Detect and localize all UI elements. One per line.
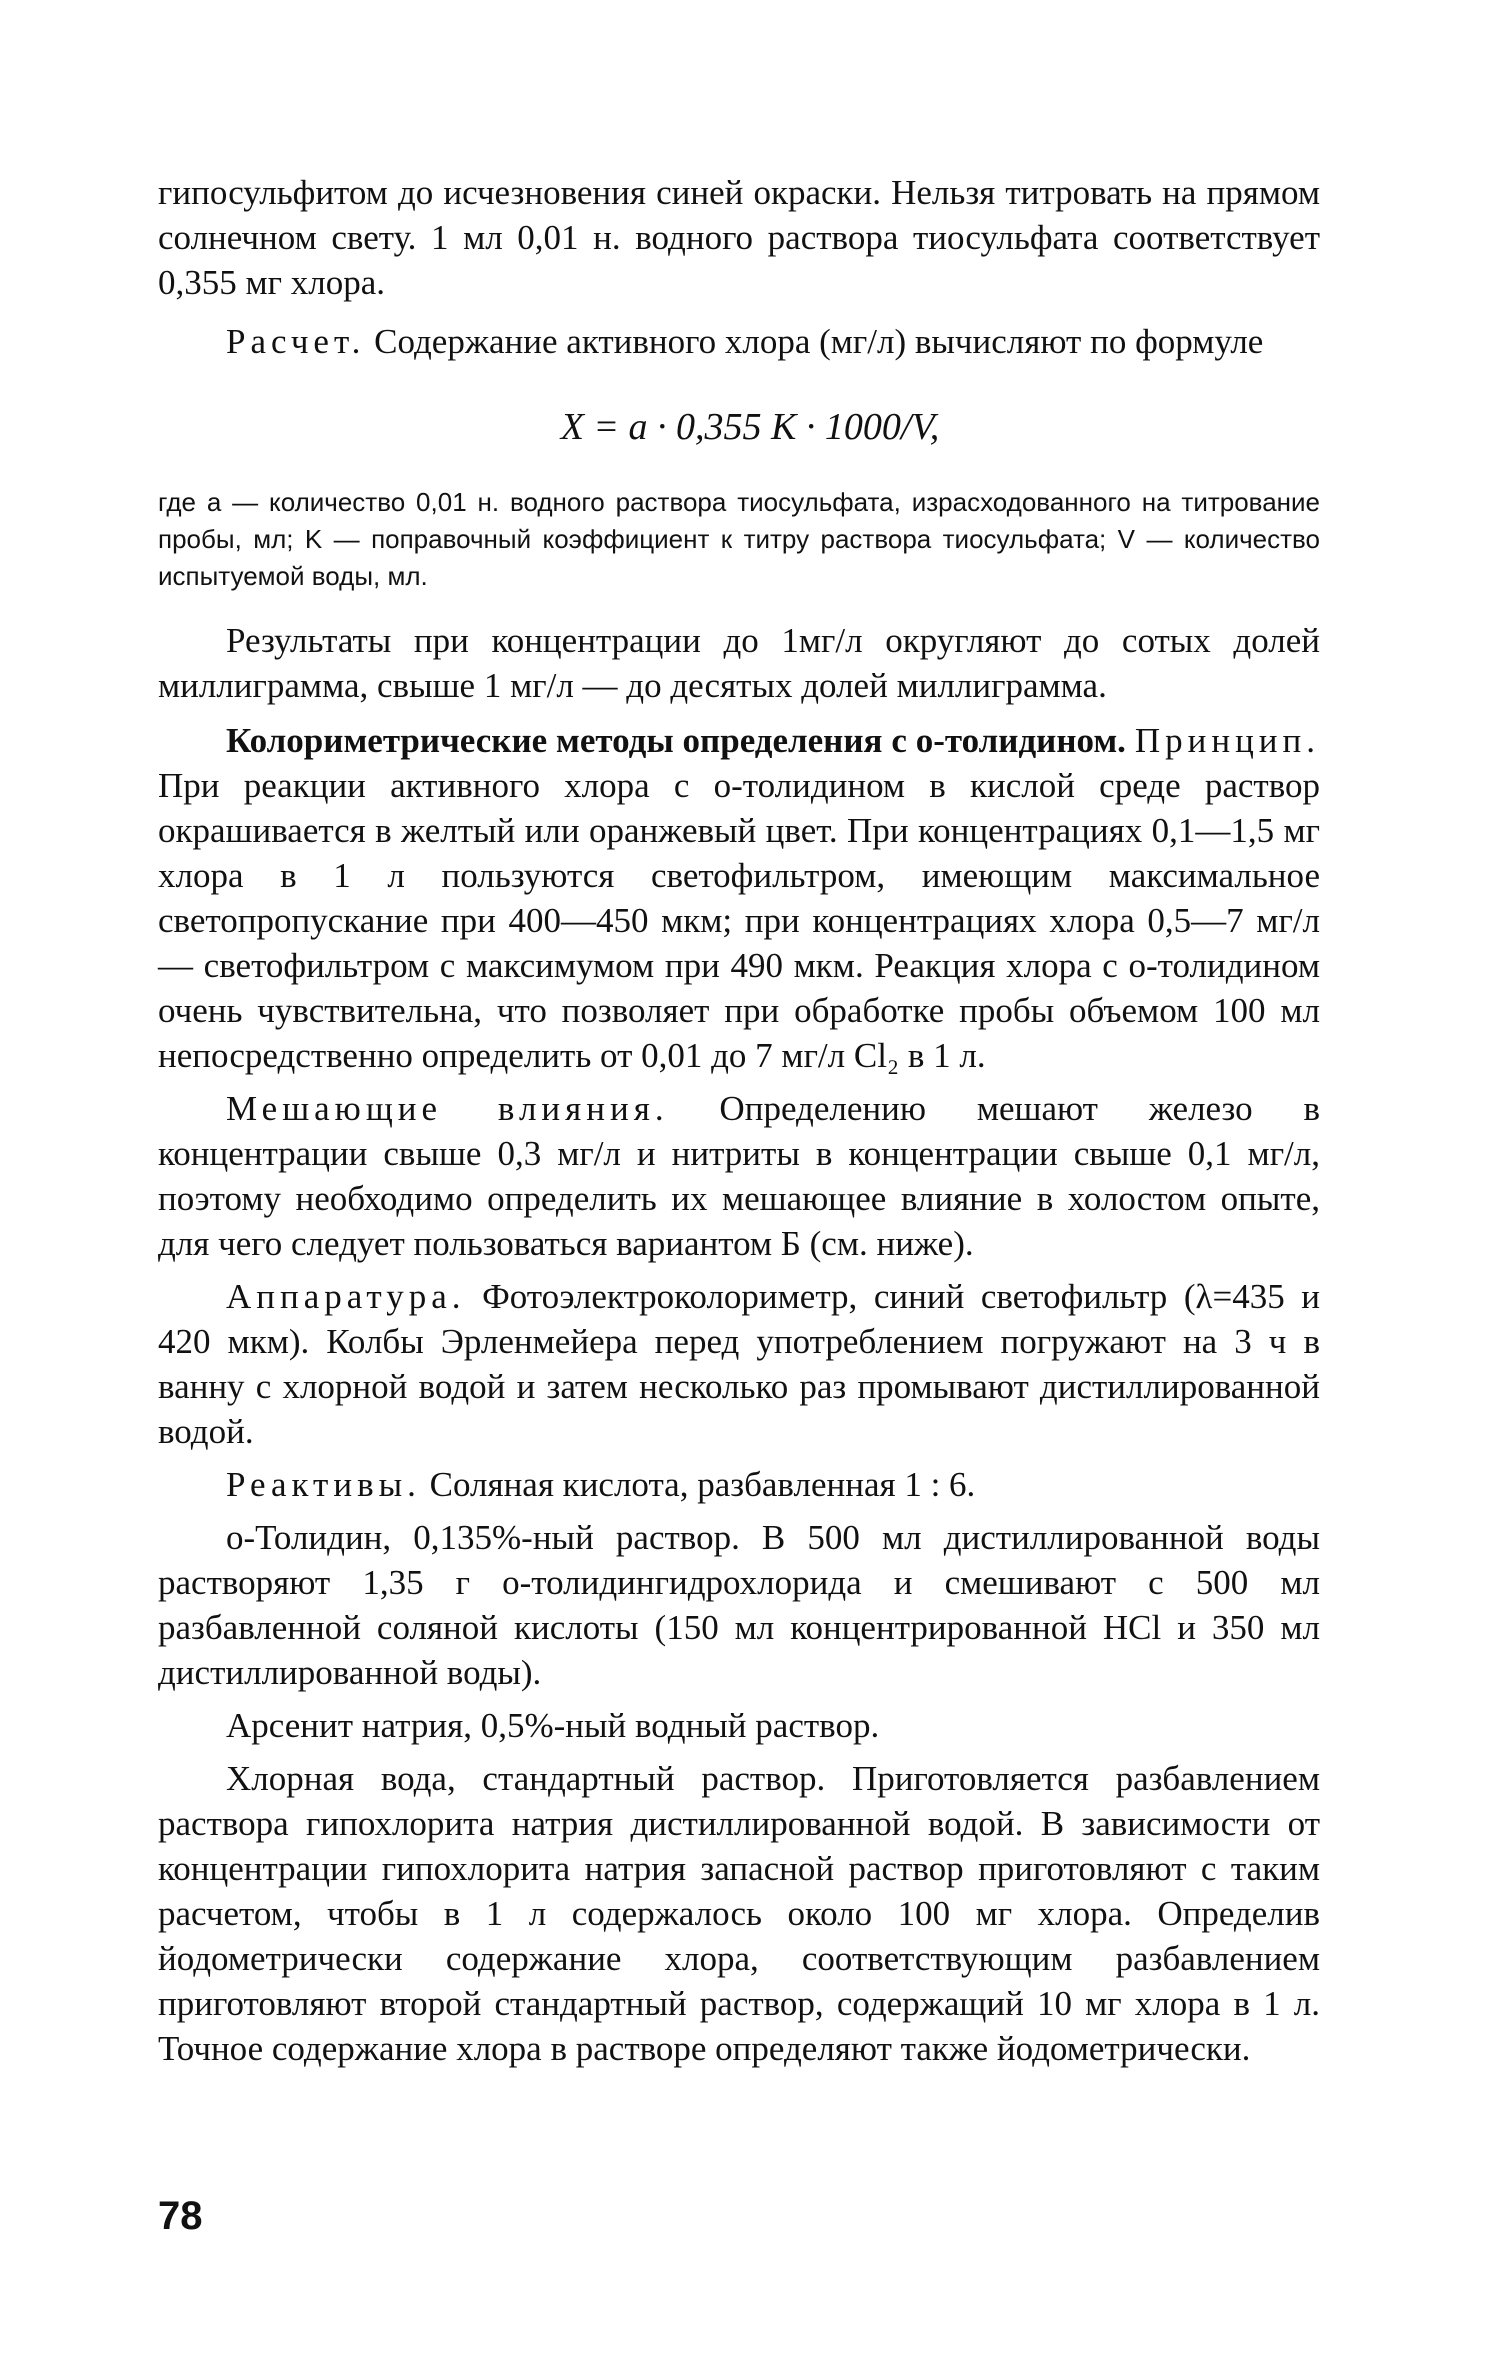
intro-text: гипосульфитом до исчезновения синей окраски. Нельзя титровать на прямом солнечном свету. 1 мл 0,01 н. водного раствора тиосульфата соответствует 0,355 мг хлора. [158,173,1320,302]
calculation-label: Расчет. [226,322,366,361]
reagents-label: Реактивы. [226,1465,421,1504]
apparatus-text: Фотоэлектроколориметр, синий светофильтр (λ=435 и 420 мкм). Колбы Эрленмейера перед употреблением погружают на 3 ч в ванну с хлорной водой и затем несколько раз промывают дистиллированной водой. [158,1277,1320,1451]
reagents-text: Соляная кислота, разбавленная 1 : 6. [420,1465,976,1504]
colorimetric-title: Колориметрические методы определения с о-толидином. [226,721,1126,760]
results-paragraph: Результаты при концентрации до 1мг/л округляют до сотых долей миллиграмма, свыше 1 мг/л — до десятых долей миллиграмма. [158,621,1320,705]
apparatus-paragraph [158,1274,1320,1454]
main-body [158,618,1320,2071]
arsenite-paragraph: Арсенит натрия, 0,5%-ный водный раствор. [226,1706,880,1745]
apparatus-label: Аппаратура. [226,1277,466,1316]
principle-text: При реакции активного хлора с о-толидином в кислой среде раствор окрашивается в желтый или оранжевый цвет. При концентрациях 0,1—1,5 мг хлора в 1 л пользуются светофильтром, имеющим максимальное светопропускание при 400—450 мкм; при концентрациях хлора 0,5—7 мг/л — светофильтром с максимумом при 490 мкм. Реакция хлора с о-толидином очень чувствительна, что позволяет при обработке пробы объемом 100 мл непосредственно определить от 0,01 до 7 мг/л Cl₂ в 1 л. [158,766,1320,1075]
paragraph-intro [158,170,1320,364]
formula: X = a · 0,355 K · 1000/V, [560,406,940,448]
page-number: 78 [158,2194,203,2238]
interference-label: Мешающие влияния. [226,1089,669,1128]
interference-paragraph [158,1086,1320,1266]
interference-text: Определению мешают железо в концентрации свыше 0,3 мг/л и нитриты в концентрации свыше 0,1 мг/л, поэтому необходимо определить их мешающее влияние в холостом опыте, для чего следует пользоваться вариантом Б (см. ниже). [158,1089,1321,1263]
reagents-paragraph [158,1462,1320,1507]
tolidine-paragraph: о-Толидин, 0,135%-ный раствор. В 500 мл дистиллированной воды растворяют 1,35 г о-толидингидрохлорида и смешивают с 500 мл разбавленной соляной кислоты (150 мл концентрированной HCl и 350 мл дистиллированной воды). [158,1518,1320,1692]
chlorine-water-paragraph: Хлорная вода, стандартный раствор. Приготовляется разбавлением раствора гипохлорита натрия дистиллированной водой. В зависимости от концентрации гипохлорита натрия запасной раствор приготовляют с таким расчетом, чтобы в 1 л содержалось около 100 мг хлора. Определив йодометрически содержание хлора, соответствующим разбавлением приготовляют второй стандартный раствор, содержащий 10 мг хлора в 1 л. Точное содержание хлора в растворе определяют также йодометрически. [158,1759,1320,2068]
calculation-text: Содержание активного хлора (мг/л) вычисляют по формуле [365,322,1264,361]
principle-label: Принцип. [1134,721,1321,760]
colorimetric-paragraph [158,718,1320,1078]
calculation-paragraph [158,319,1320,364]
formula-legend: где a — количество 0,01 н. водного раствора тиосульфата, израсходованного на титрование пробы, мл; K — поправочный коэффициент к титру раствора тиосульфата; V — количество испытуемой воды, мл. [158,487,1320,591]
